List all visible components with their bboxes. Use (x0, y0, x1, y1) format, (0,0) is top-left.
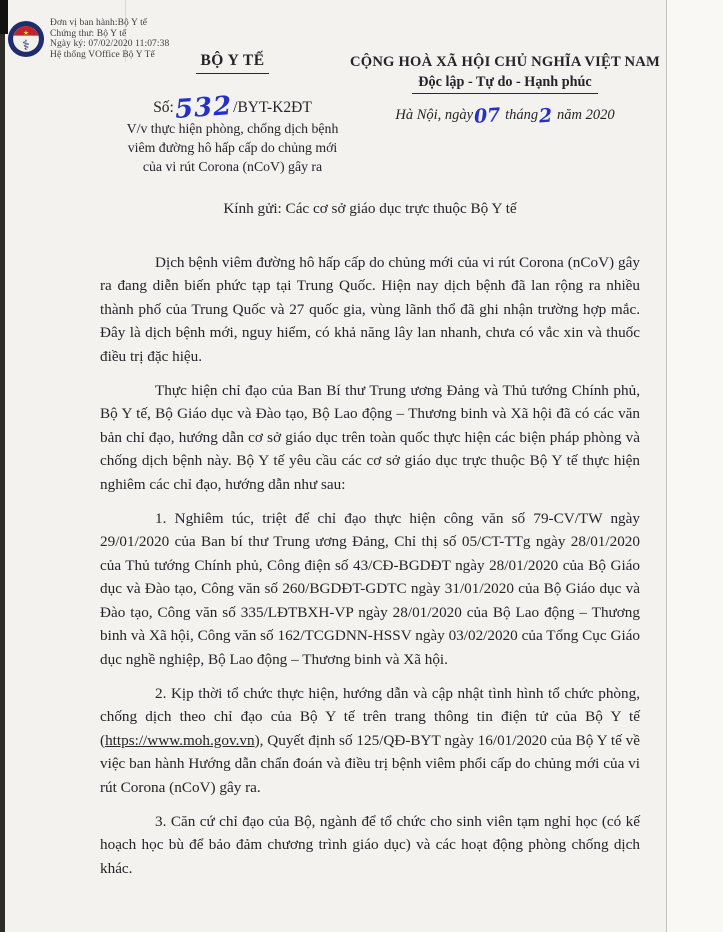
subject-line-2: viêm đường hô hấp cấp do chủng mới (127, 140, 338, 155)
sig-certificate: Chứng thư: Bộ Y tế (50, 28, 127, 39)
sig-issuing-unit: Đơn vị ban hành:Bộ Y tế (50, 18, 148, 28)
letter-body (100, 200, 640, 891)
issuer-name: BỘ Y TẾ (196, 52, 268, 74)
date-part1: Hà Nội, ngày (395, 107, 474, 123)
handwritten-day: 07 (473, 104, 502, 128)
date-line (345, 104, 665, 128)
header-left-column (75, 52, 390, 176)
svg-text:★: ★ (23, 29, 29, 38)
document-number (75, 91, 390, 125)
paragraph-item-3: 3. Căn cứ chỉ đạo của Bộ, ngành để tổ chức cho sinh viên tạm nghỉ học (có kế hoạch học bù để bảo đảm chương trình giáo dục) và các hoạt động phòng chống dịch khác. (100, 812, 640, 877)
subject-line-3: của vi rút Corona (nCoV) gây ra (142, 159, 323, 174)
doc-number-suffix: /BYT-K2ĐT (233, 99, 312, 116)
paragraph-item-1: 1. Nghiêm túc, triệt để chỉ đạo thực hiện công văn số 79-CV/TW ngày 29/01/2020 của Ban bí thư Trung ương Đảng, Chỉ thị số 05/CT-TTg ngày 28/01/2020 của Thủ tướng Chính phủ, Công điện số 43/CĐ-BGDĐT ngày 28/01/2020 của Bộ Giáo dục và Đào tạo, Công văn số 260/BGDĐT-GDTC ngày 31/01/2020 của Bộ Giáo dục và Đào tạo, Công văn số 335/LĐTBXH-VP ngày 28/01/2020 của Bộ Lao động – Thương binh và Xã hội, Công văn số 162/TCGDNN-HSSV ngày 03/02/2020 của Tổng Cục Giáo dục nghề nghiệp, Bộ Lao động – Thương binh và Xã hội. (100, 510, 640, 668)
paragraph-intro: Dịch bệnh viêm đường hô hấp cấp do chủng mới của vi rút Corona (nCoV) gây ra đang diễn biến phức tạp tại Trung Quốc. Hiện nay dịch bệnh đã lan rộng ra nhiều thành phố của Trung Quốc và 27 quốc gia, vùng lãnh thổ đã ghi nhận trường hợp mắc. Đây là dịch bệnh mới, nguy hiểm, có khả năng lây lan nhanh, chưa có vắc xin và thuốc điều trị đặc hiệu. (100, 254, 640, 365)
date-part2: tháng (505, 107, 539, 123)
moh-website-link[interactable]: https://www.moh.gov.vn (105, 731, 255, 749)
ministry-of-health-seal-icon (7, 20, 45, 58)
item-2-text-after: ), Quyết định số 125/QĐ-BYT ngày 16/01/2020 của Bộ Y tế về việc ban hành Hướng dẫn chẩn đoán và điều trị bệnh viêm phổi cấp do chủng mới của vi rút Corona (nCoV) gây ra. (100, 731, 640, 796)
handwritten-month: 2 (538, 104, 554, 128)
item-2-text-before: 2. Kịp thời tổ chức thực hiện, hướng dẫn và cập nhật tình hình tổ chức phòng, chống dịch theo chỉ đạo của Bộ Y tế trên trang thông tin điện tử của Bộ Y tế ( (100, 684, 640, 749)
date-part3: năm 2020 (557, 107, 615, 123)
header-right-column (345, 54, 665, 128)
salutation: Kính gửi: Các cơ sở giáo dục trực thuộc Bộ Y tế (223, 200, 517, 217)
subject-line-1: V/v thực hiện phòng, chống dịch bệnh (126, 121, 339, 136)
handwritten-doc-number: 532 (173, 91, 234, 125)
national-title: CỘNG HOÀ XÃ HỘI CHỦ NGHĨA VIỆT NAM (350, 54, 660, 70)
doc-number-prefix: Số: (153, 99, 174, 116)
scan-edge-strip (0, 0, 5, 932)
sig-system: Hệ thống VOffice Bộ Y Tế (50, 49, 155, 60)
paragraph-directive: Thực hiện chỉ đạo của Ban Bí thư Trung ương Đảng và Thủ tướng Chính phủ, Bộ Y tế, Bộ Giáo dục và Đào tạo, Bộ Lao động – Thương binh và Xã hội đã có các văn bản chỉ đạo, hướng dẫn cơ sở giáo dục trên toàn quốc thực hiện các biện pháp phòng và chống dịch bệnh này. Bộ Y tế yêu cầu các cơ sở giáo dục trực thuộc Bộ Y tế thực hiện nghiêm các chỉ đạo, hướng dẫn như sau: (100, 382, 640, 493)
paper-fold-line (666, 0, 667, 932)
document-subject (75, 119, 390, 176)
national-motto: Độc lập - Tự do - Hạnh phúc (412, 74, 597, 94)
sig-sign-date: Ngày ký: 07/02/2020 11:07:38 (50, 39, 170, 49)
paragraph-item-2 (100, 682, 640, 799)
svg-text:⚕: ⚕ (22, 37, 30, 54)
paper-right-margin (667, 0, 723, 932)
